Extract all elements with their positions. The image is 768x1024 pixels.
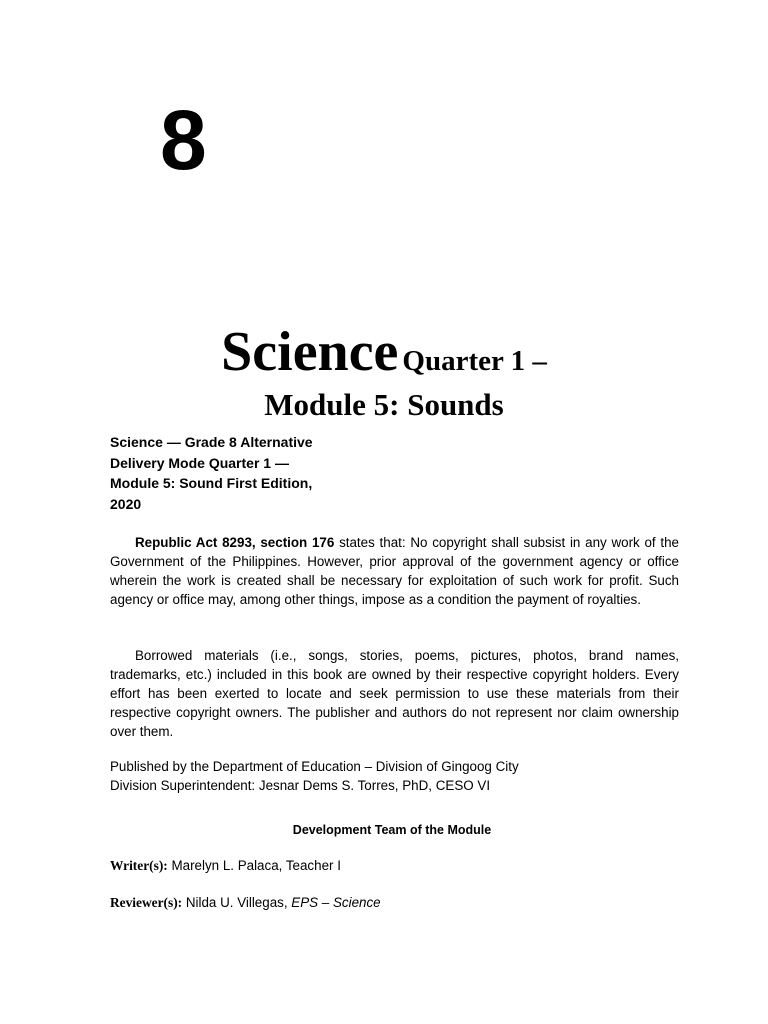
edition-line: 2020	[110, 495, 142, 512]
copyright-paragraph	[110, 533, 679, 609]
quarter-label: Quarter 1 –	[402, 345, 547, 377]
writer-credit	[110, 856, 341, 875]
edition-line: Science — Grade 8 Alternative	[110, 434, 313, 450]
reviewer-title: EPS – Science	[291, 895, 381, 910]
reviewer-credit	[110, 893, 381, 912]
module-subtitle: Module 5: Sounds	[264, 387, 504, 422]
act-reference: Republic Act 8293, section 176	[135, 535, 335, 550]
edition-line: Delivery Mode Quarter 1 —	[110, 454, 289, 471]
division-superintendent: Division Superintendent: Jesnar Dems S. Torres, PhD, CESO VI	[110, 778, 491, 793]
reviewer-name: Nilda U. Villegas,	[182, 895, 292, 910]
writer-label: Writer(s):	[110, 858, 168, 873]
published-by: Published by the Department of Education – Division of Gingoog City	[110, 759, 519, 774]
borrowed-materials-paragraph: Borrowed materials (i.e., songs, stories, poems, pictures, photos, brand names, trademarks, etc.) included in this book are owned by their respective copyright holders. Every effort has been exerted to locate and seek permission to use these materials from their respective copyright owners. The publisher and authors do not represent nor claim ownership over them.	[110, 648, 679, 739]
edition-info	[110, 432, 350, 514]
edition-line: Module 5: Sound First Edition,	[110, 475, 313, 491]
writer-name: Marelyn L. Palaca, Teacher I	[167, 858, 341, 873]
reviewer-label: Reviewer(s):	[110, 895, 183, 910]
copyright-text: states that: No copyright shall subsist in any work of the Government of the Philippines. However, prior approval of the government agency or office wherein the work is created shall be necessary for exploitation of such work for profit. Such agency or office may, among other things, impose as a condition the payment of royalties.	[110, 535, 679, 607]
publication-info	[110, 757, 519, 795]
dev-team-heading: Development Team of the Module	[292, 823, 492, 837]
subject-title: Science	[221, 321, 399, 383]
module-title	[0, 320, 768, 384]
grade-number: 8	[160, 93, 207, 187]
